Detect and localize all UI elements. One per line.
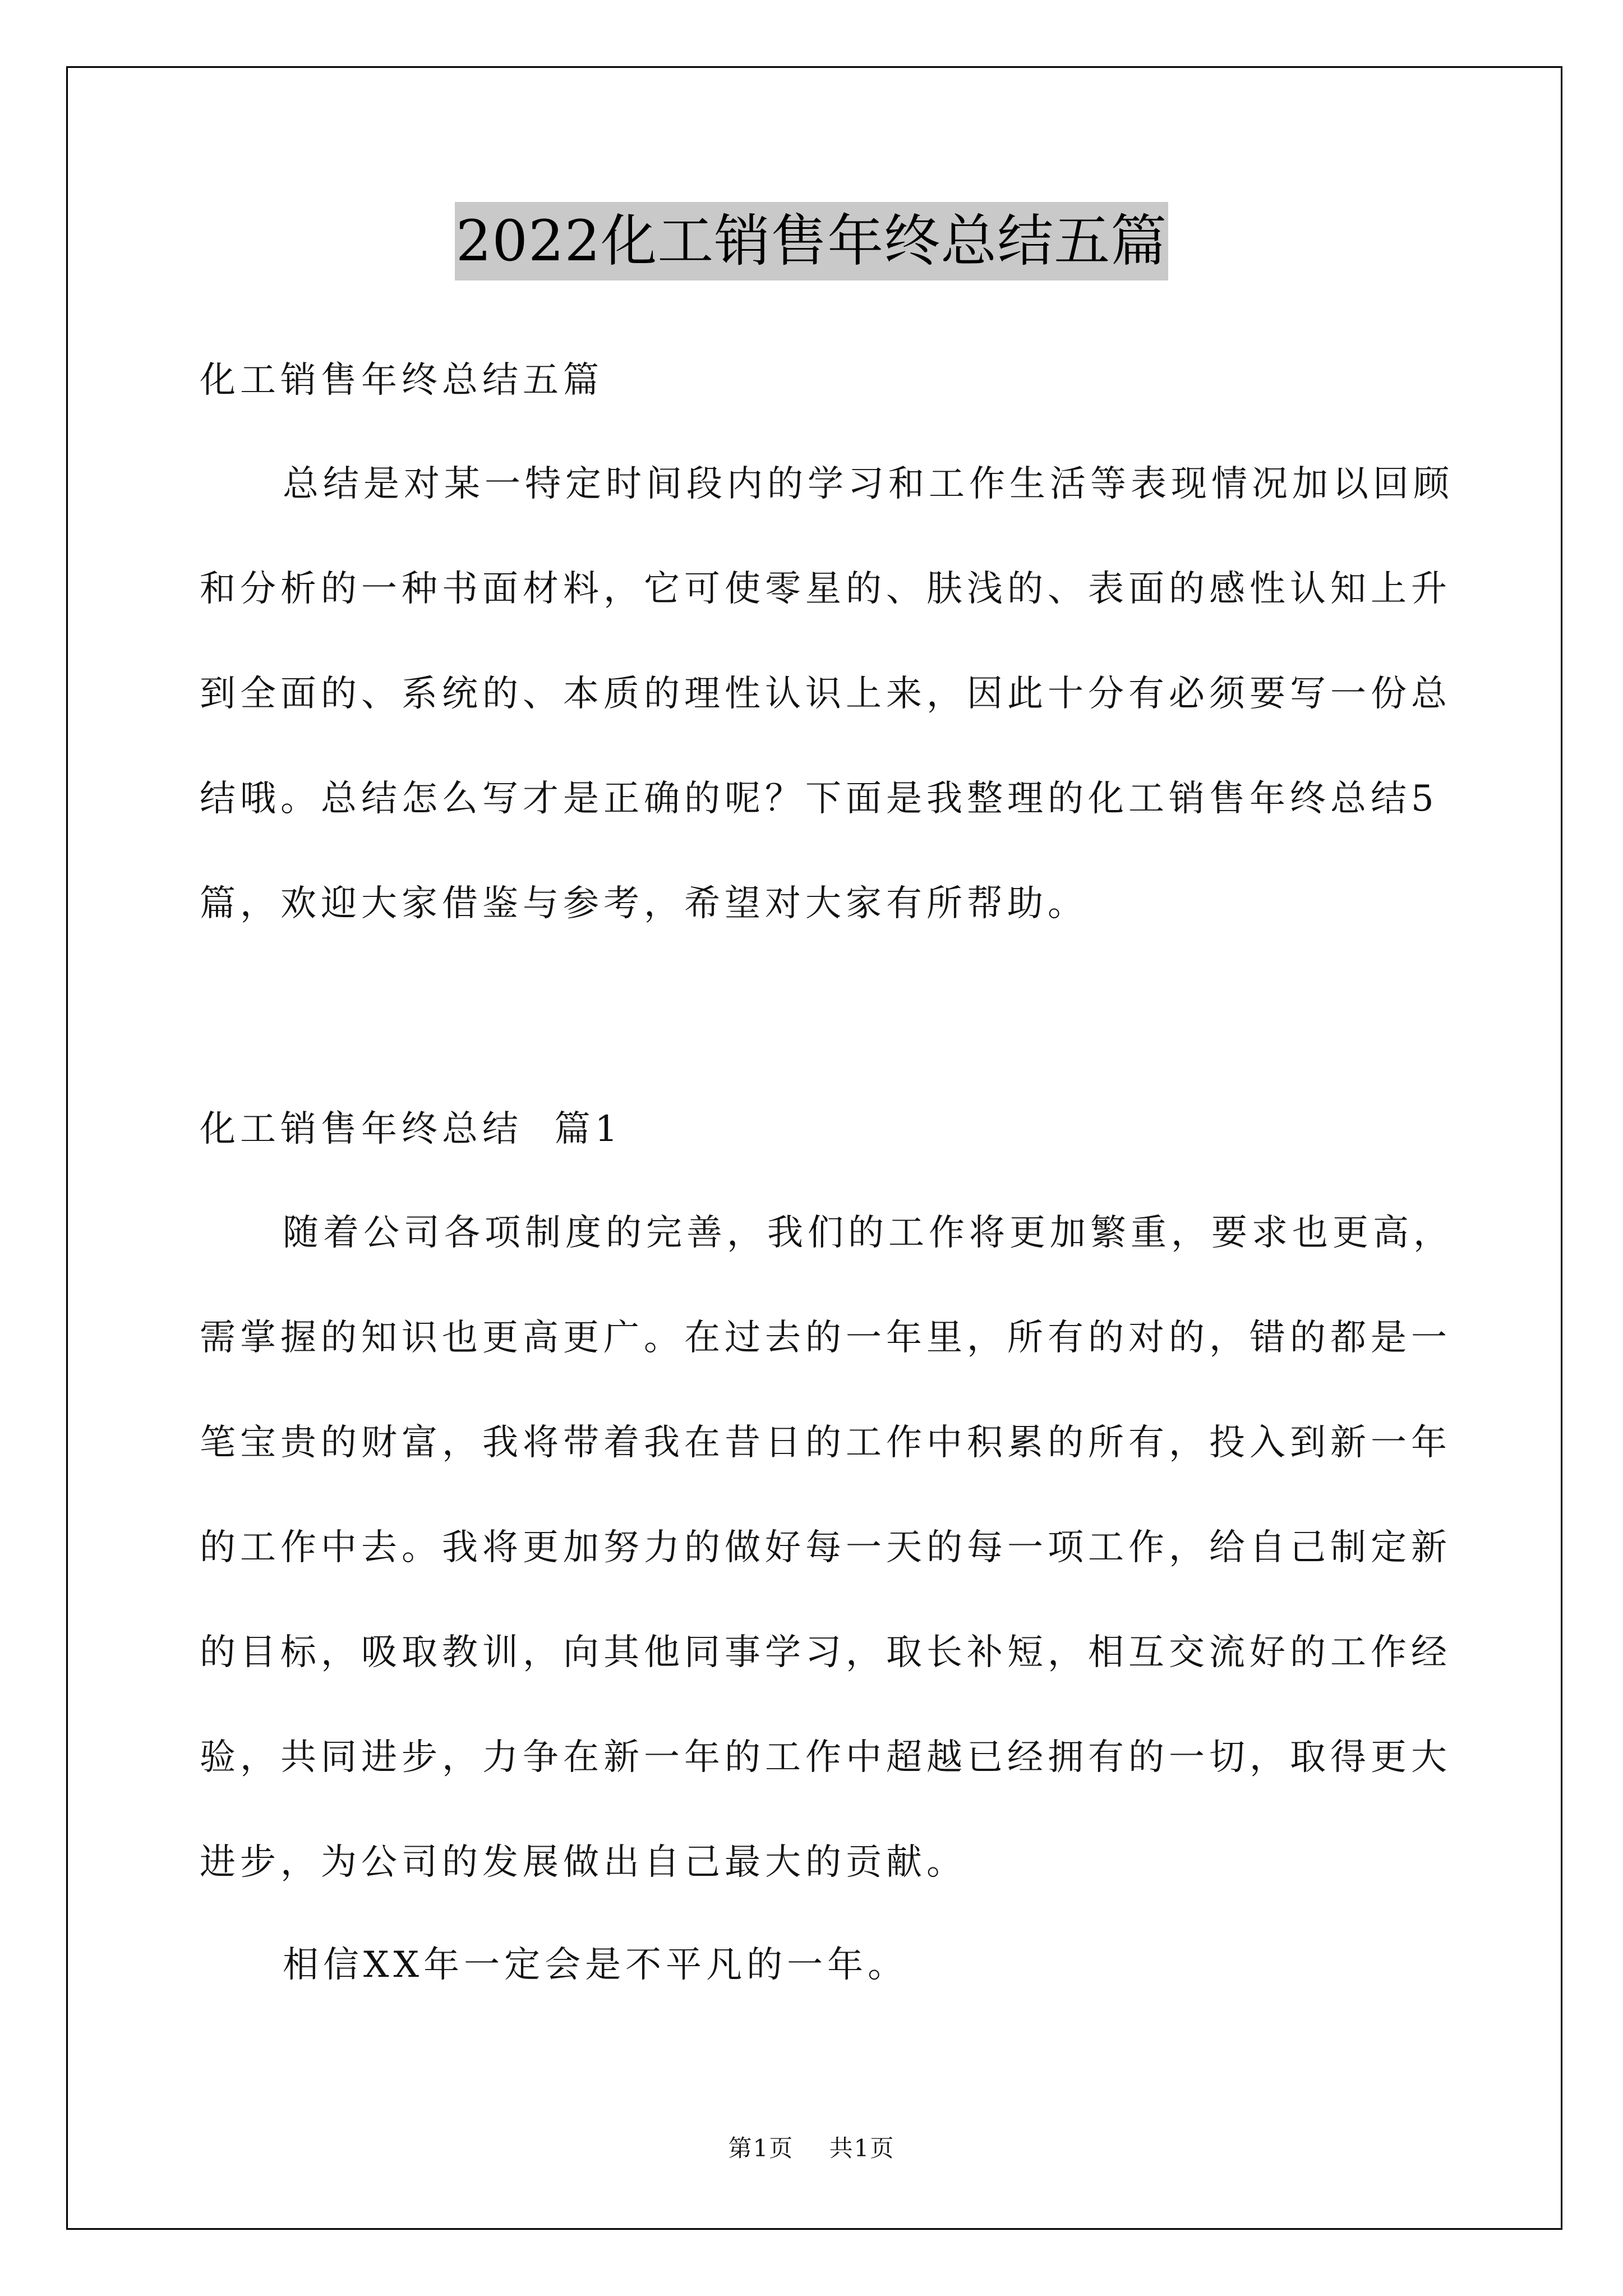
section-paragraph-2 — [200, 1913, 1461, 2018]
section-heading — [200, 1077, 1461, 1182]
section-paragraph-1-text: 随着公司各项制度的完善，我们的工作将更加繁重，要求也更高，需掌握的知识也更高更广。在过去的一年里，所有的对的，错的都是一笔宝贵的财富，我将带着我在昔日的工作中积累的所有，投入到新一年的工作中去。我将更加努力的做好每一天的每一项工作，给自己制定新的目标，吸取教训，向其他同事学习，取长补短，相互交流好的工作经验，共同进步，力争在新一年的工作中超越已经拥有的一切，取得更大进步，为公司的发展做出自己最大的贡献。 — [200, 1212, 1454, 1883]
intro-heading — [200, 328, 1461, 433]
page-number-current: 第1页 — [728, 2134, 794, 2162]
intro-paragraph-text: 总结是对某一特定时间段内的学习和工作生活等表现情况加以回顾和分析的一种书面材料，它可使零星的、肤浅的、表面的感性认知上升到全面的、系统的、本质的理性认识上来，因此十分有必须要写一份总结哦。总结怎么写才是正确的呢？下面是我整理的化工销售年终总结5篇，欢迎大家借鉴与参考，希望对大家有所帮助。 — [200, 463, 1454, 924]
section-paragraph-2-text: 相信XX年一定会是不平凡的一年。 — [283, 1944, 909, 1986]
intro-paragraph — [200, 432, 1461, 956]
document-title — [0, 202, 1623, 280]
section-heading-text: 化工销售年终总结 篇1 — [200, 1108, 623, 1150]
page-footer — [0, 2132, 1623, 2165]
document-title-text: 2022化工销售年终总结五篇 — [455, 202, 1169, 280]
page-number-total: 共1页 — [829, 2134, 895, 2162]
section-paragraph-1 — [200, 1181, 1461, 1915]
intro-heading-text: 化工销售年终总结五篇 — [200, 360, 603, 401]
